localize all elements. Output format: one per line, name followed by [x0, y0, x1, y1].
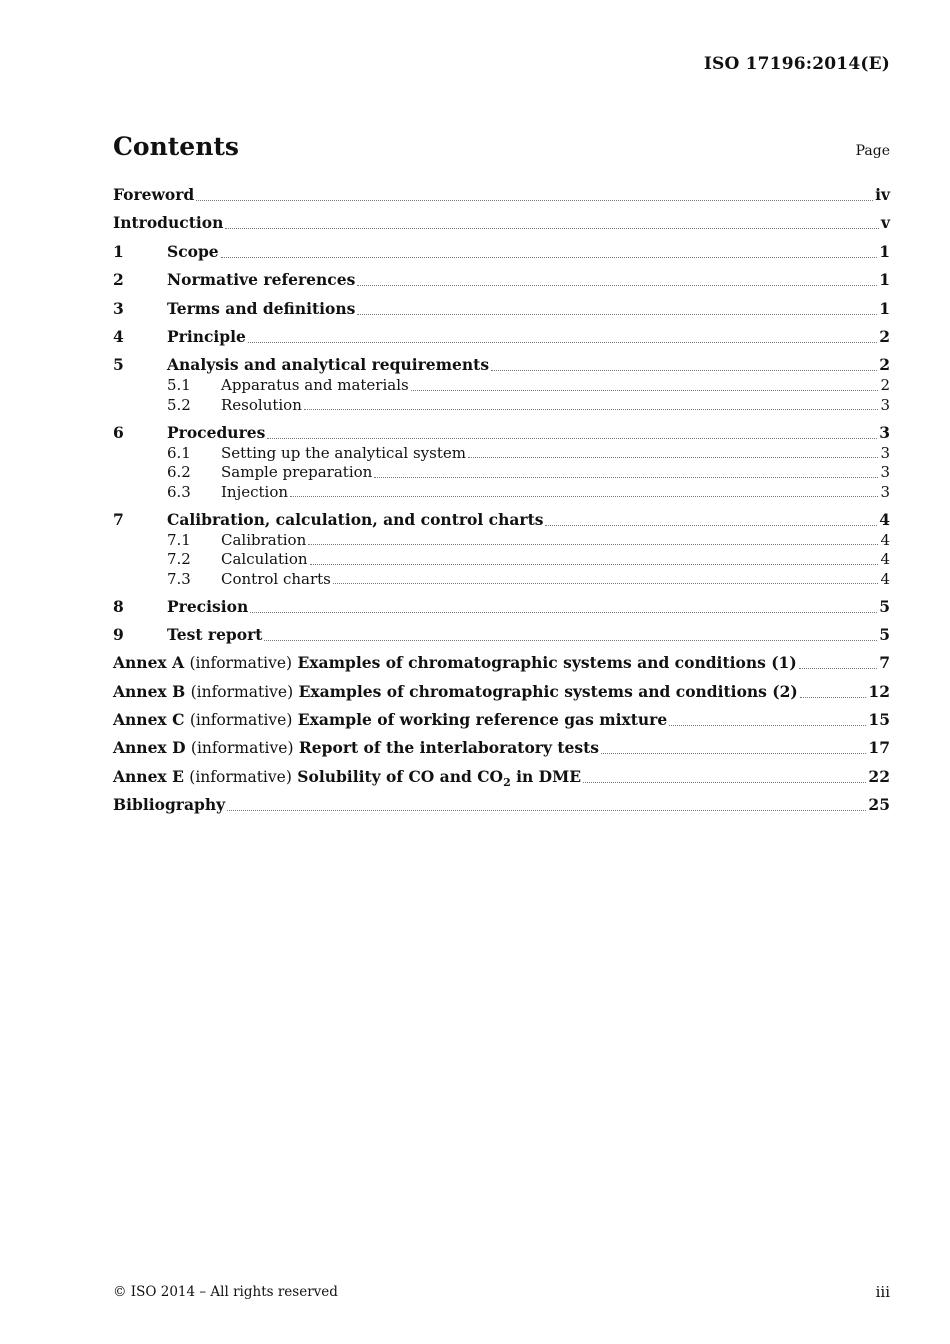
document-id: ISO 17196:2014(E): [703, 54, 890, 74]
annex-label: Annex E: [113, 766, 184, 786]
toc-page: 17: [868, 738, 890, 758]
toc-leader-dots: [601, 752, 866, 754]
annex-label: Annex A: [113, 653, 185, 673]
footer-copyright: © ISO 2014 – All rights reserved: [113, 1284, 338, 1300]
toc-page: 5: [879, 596, 890, 616]
toc-entry-calculation[interactable]: [113, 550, 890, 570]
annex-type: (informative): [189, 711, 293, 730]
toc-leader-dots: [248, 341, 877, 343]
toc-entry-annex-d[interactable]: [113, 737, 890, 759]
toc-leader-dots: [264, 639, 877, 641]
toc-number: 6.3: [167, 482, 191, 501]
toc-entry-sample-preparation[interactable]: [113, 463, 890, 483]
toc-leader-dots: [221, 256, 878, 258]
toc-title: Scope: [167, 241, 219, 261]
toc-title: Calibration: [221, 530, 307, 549]
toc-entry-calibration[interactable]: [113, 531, 890, 551]
toc-entry-resolution[interactable]: [113, 396, 890, 416]
toc-title: [113, 652, 797, 674]
toc-leader-dots: [227, 809, 866, 811]
toc-title: Test report: [167, 624, 263, 644]
toc-leader-dots: [669, 724, 866, 726]
toc-leader-dots: [196, 199, 873, 201]
annex-label: Annex B: [113, 681, 186, 701]
toc-page: 25: [868, 795, 890, 815]
annex-title: Example of working reference gas mixture: [297, 710, 668, 730]
toc-entry-control-charts[interactable]: [113, 570, 890, 590]
toc-page: 2: [880, 376, 890, 395]
toc-title: Principle: [167, 326, 246, 346]
toc-number: 9: [113, 624, 124, 644]
toc-leader-dots: [250, 611, 877, 613]
toc-page: iv: [875, 185, 890, 204]
toc-leader-dots: [545, 524, 877, 526]
toc-entry-principle[interactable]: [113, 326, 890, 348]
toc-leader-dots: [310, 563, 879, 565]
toc-title: Sample preparation: [221, 463, 373, 482]
toc-page: 4: [880, 530, 890, 549]
toc-entry-setting-up[interactable]: [113, 444, 890, 464]
toc-entry-annex-a[interactable]: [113, 652, 890, 674]
annex-title: Report of the interlaboratory tests: [298, 738, 599, 758]
toc-title: Calibration, calculation, and control charts: [167, 509, 544, 529]
toc-title: Precision: [167, 596, 249, 616]
toc-leader-dots: [583, 781, 866, 783]
toc-title: Calculation: [221, 550, 308, 569]
toc-page: 4: [880, 569, 890, 588]
toc-page: 15: [868, 710, 890, 730]
annex-title-part1: Solubility of CO and CO: [297, 766, 504, 786]
toc-leader-dots: [411, 389, 879, 391]
toc-number: 6.1: [167, 443, 191, 462]
toc-number: 5.1: [167, 376, 191, 395]
contents-header: [113, 132, 890, 161]
toc-page: 4: [879, 509, 890, 529]
toc-title: Apparatus and materials: [221, 376, 409, 395]
annex-type: (informative): [189, 767, 292, 786]
toc-entry-precision[interactable]: [113, 596, 890, 618]
toc-entry-bibliography[interactable]: [113, 794, 890, 816]
toc-page: v: [880, 213, 890, 233]
toc-number: 5.2: [167, 395, 191, 414]
toc-number: 1: [113, 241, 124, 261]
toc-title: Bibliography: [113, 795, 226, 815]
toc-title: [113, 681, 798, 703]
toc-page: 1: [879, 298, 890, 318]
toc-entry-normative-references[interactable]: [113, 269, 890, 291]
toc-page: 5: [879, 624, 890, 644]
toc-title: Introduction: [113, 213, 224, 233]
toc-number: 3: [113, 298, 124, 318]
toc-entry-procedures[interactable]: [113, 422, 890, 444]
annex-type: (informative): [189, 654, 293, 673]
toc-entry-annex-b[interactable]: [113, 681, 890, 703]
annex-label: Annex D: [113, 738, 186, 758]
toc-entry-terms-definitions[interactable]: [113, 298, 890, 320]
toc-title: Setting up the analytical system: [221, 443, 466, 462]
toc-leader-dots: [290, 495, 878, 497]
toc-leader-dots: [374, 476, 878, 478]
toc-leader-dots: [491, 369, 877, 371]
toc-entry-annex-e[interactable]: [113, 766, 890, 788]
toc-title: [113, 709, 667, 731]
toc-title: Injection: [221, 482, 289, 501]
toc-number: 7.1: [167, 530, 191, 549]
contents-title: Contents: [113, 132, 240, 161]
toc-page: 3: [880, 443, 890, 462]
toc-leader-dots: [357, 284, 877, 286]
annex-title: Examples of chromatographic systems and conditions (1): [297, 653, 797, 673]
toc-title: Terms and definitions: [167, 298, 356, 318]
toc-title: [113, 766, 581, 788]
toc-entry-foreword[interactable]: [113, 184, 890, 206]
annex-type: (informative): [190, 739, 294, 758]
toc-title: Foreword: [113, 185, 195, 204]
toc-entry-scope[interactable]: [113, 241, 890, 263]
toc-title: Normative references: [167, 270, 356, 290]
toc-number: 2: [113, 270, 124, 290]
toc-leader-dots: [357, 313, 877, 315]
toc-page: 22: [868, 766, 890, 786]
toc-number: 8: [113, 596, 124, 616]
toc-entry-introduction[interactable]: [113, 212, 890, 234]
table-of-contents: [113, 184, 890, 816]
toc-title: Procedures: [167, 422, 266, 442]
toc-title: [113, 737, 599, 759]
toc-number: 7: [113, 509, 124, 529]
toc-number: 6.2: [167, 463, 191, 482]
footer-page-number: iii: [875, 1283, 890, 1301]
toc-entry-injection[interactable]: [113, 483, 890, 503]
page-column-label: Page: [855, 143, 890, 159]
toc-page: 1: [879, 270, 890, 290]
toc-page: 2: [879, 355, 890, 375]
annex-type: (informative): [190, 682, 294, 701]
toc-number: 7.3: [167, 569, 191, 588]
toc-leader-dots: [308, 543, 878, 545]
toc-page: 4: [880, 550, 890, 569]
toc-page: 3: [880, 463, 890, 482]
subscript-two: 2: [503, 775, 511, 789]
toc-number: 6: [113, 422, 124, 442]
toc-entry-test-report[interactable]: [113, 624, 890, 646]
toc-entry-calibration-section[interactable]: [113, 509, 890, 531]
toc-page: 3: [879, 422, 890, 442]
toc-entry-annex-c[interactable]: [113, 709, 890, 731]
toc-leader-dots: [468, 456, 879, 458]
toc-title: Resolution: [221, 395, 302, 414]
toc-page: 2: [879, 326, 890, 346]
toc-number: 4: [113, 326, 124, 346]
toc-entry-apparatus[interactable]: [113, 376, 890, 396]
toc-number: 5: [113, 355, 124, 375]
toc-page: 3: [880, 395, 890, 414]
toc-leader-dots: [267, 437, 877, 439]
toc-leader-dots: [304, 408, 879, 410]
annex-title-part2: in DME: [510, 766, 582, 786]
toc-page: 1: [879, 241, 890, 261]
toc-title: Analysis and analytical requirements: [167, 355, 490, 375]
toc-leader-dots: [799, 667, 878, 669]
toc-number: 7.2: [167, 550, 191, 569]
toc-leader-dots: [333, 582, 879, 584]
toc-page: 12: [868, 681, 890, 701]
toc-entry-analysis[interactable]: [113, 354, 890, 376]
toc-leader-dots: [225, 227, 879, 229]
annex-label: Annex C: [113, 710, 185, 730]
toc-page: 7: [879, 653, 890, 673]
toc-page: 3: [880, 482, 890, 501]
toc-title: Control charts: [221, 569, 331, 588]
toc-leader-dots: [800, 696, 867, 698]
annex-title: Examples of chromatographic systems and conditions (2): [298, 681, 798, 701]
